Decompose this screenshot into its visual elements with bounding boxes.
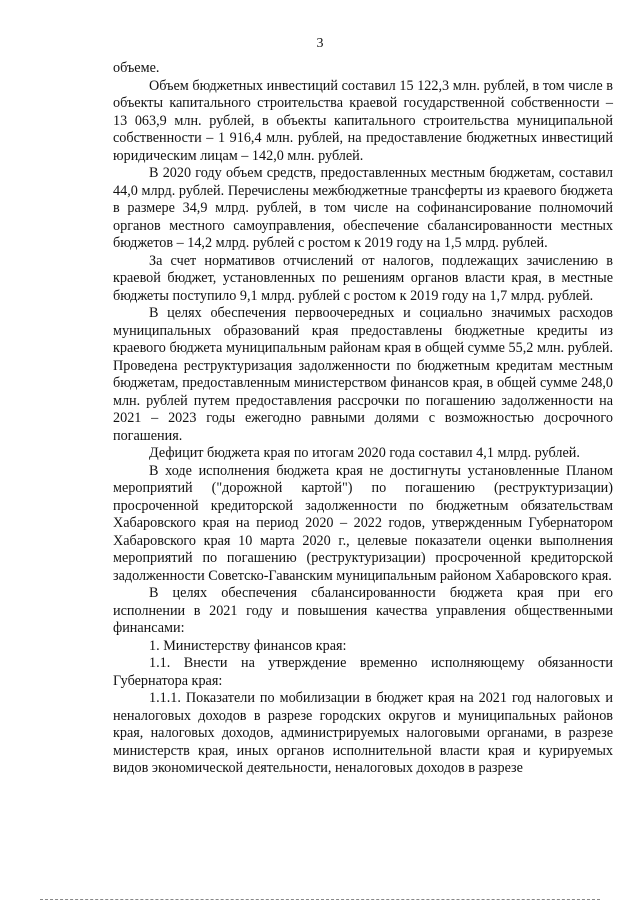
- paragraph-tax-deductions: За счет нормативов отчислений от налогов, подлежащих зачислению в краевой бюджет, установленных по решениям органов власти края, в местные бюджеты поступило 9,1 млрд. рублей с ростом к 2019 году на 1,7 млрд. рублей.: [113, 252, 613, 304]
- paragraph-deficit: Дефицит бюджета края по итогам 2020 года составил 4,1 млрд. рублей.: [149, 445, 580, 461]
- paragraph-continuation: объеме.: [113, 60, 160, 76]
- page-number: 3: [316, 36, 324, 51]
- paragraph-purpose: В целях обеспечения сбалансированности бюджета края при его исполнении в 2021 году и повышения качества управления общественными финансами:: [113, 585, 613, 636]
- paragraph-roadmap: В ходе исполнения бюджета края не достигнуты установленные Планом мероприятий ("дорожной картой") по погашению (реструктуризации) просроченной кредиторской задолженности по бюджетным обязательствам Хабаровского края на период 2020 – 2022 годов, утвержденным Губернатором Хабаровского края 10 марта 2020 г., целевые показатели оценки выполнения мероприятий по погашению (реструктуризации) просроченной кредиторской задолженности Советско-Гаванским муниципальным районом Хабаровского края.: [113, 462, 613, 584]
- paragraph-item-1-1: 1.1. Внести на утверждение временно исполняющему обязанности Губернатора края:: [113, 655, 613, 689]
- document-body: [113, 60, 613, 778]
- paragraph-local-budgets: В 2020 году объем средств, предоставленных местным бюджетам, составил 44,0 млрд. рублей. Перечислены межбюджетные трансферты из краевого бюджета в размере 34,9 млрд. рублей, в том числе на софинансирование полномочий органов местного самоуправления, обеспечение сбалансированности местных бюджетов – 14,2 млрд. рублей с ростом к 2019 году на 1,5 млрд. рублей.: [113, 165, 613, 251]
- paragraph-budget-investments: Объем бюджетных инвестиций составил 15 122,3 млн. рублей, в том числе в объекты капитального строительства краевой государственной собственности – 13 063,9 млн. рублей, в объекты капитального строительства муниципальной собственности – 1 916,4 млн. рублей, на предоставление бюджетных инвестиций юридическим лицам – 142,0 млн. рублей.: [113, 77, 613, 164]
- scan-edge-line: [40, 899, 600, 902]
- paragraph-item-1-1-1: 1.1.1. Показатели по мобилизации в бюджет края на 2021 год налоговых и неналоговых доходов в разрезе городских округов и муниципальных районов края, налоговых доходов, администрируемых налоговыми органами, в разрезе министерств края, иных органов исполнительной власти края и курируемых видов экономической деятельности, неналоговых доходов в разрезе: [113, 690, 613, 776]
- paragraph-budget-credits: В целях обеспечения первоочередных и социально значимых расходов муниципальных образований края предоставлены бюджетные кредиты из краевого бюджета муниципальным районам края в общей сумме 55,2 млн. рублей. Проведена реструктуризация задолженности по бюджетным кредитам местным бюджетам, предоставленным министерством финансов края, в общей сумме 248,0 млн. рублей путем предоставления рассрочки по погашению задолженности на 2021 – 2023 годы ежегодно равными долями с возможностью досрочного погашения.: [113, 305, 613, 444]
- paragraph-item-1: 1. Министерству финансов края:: [149, 637, 347, 654]
